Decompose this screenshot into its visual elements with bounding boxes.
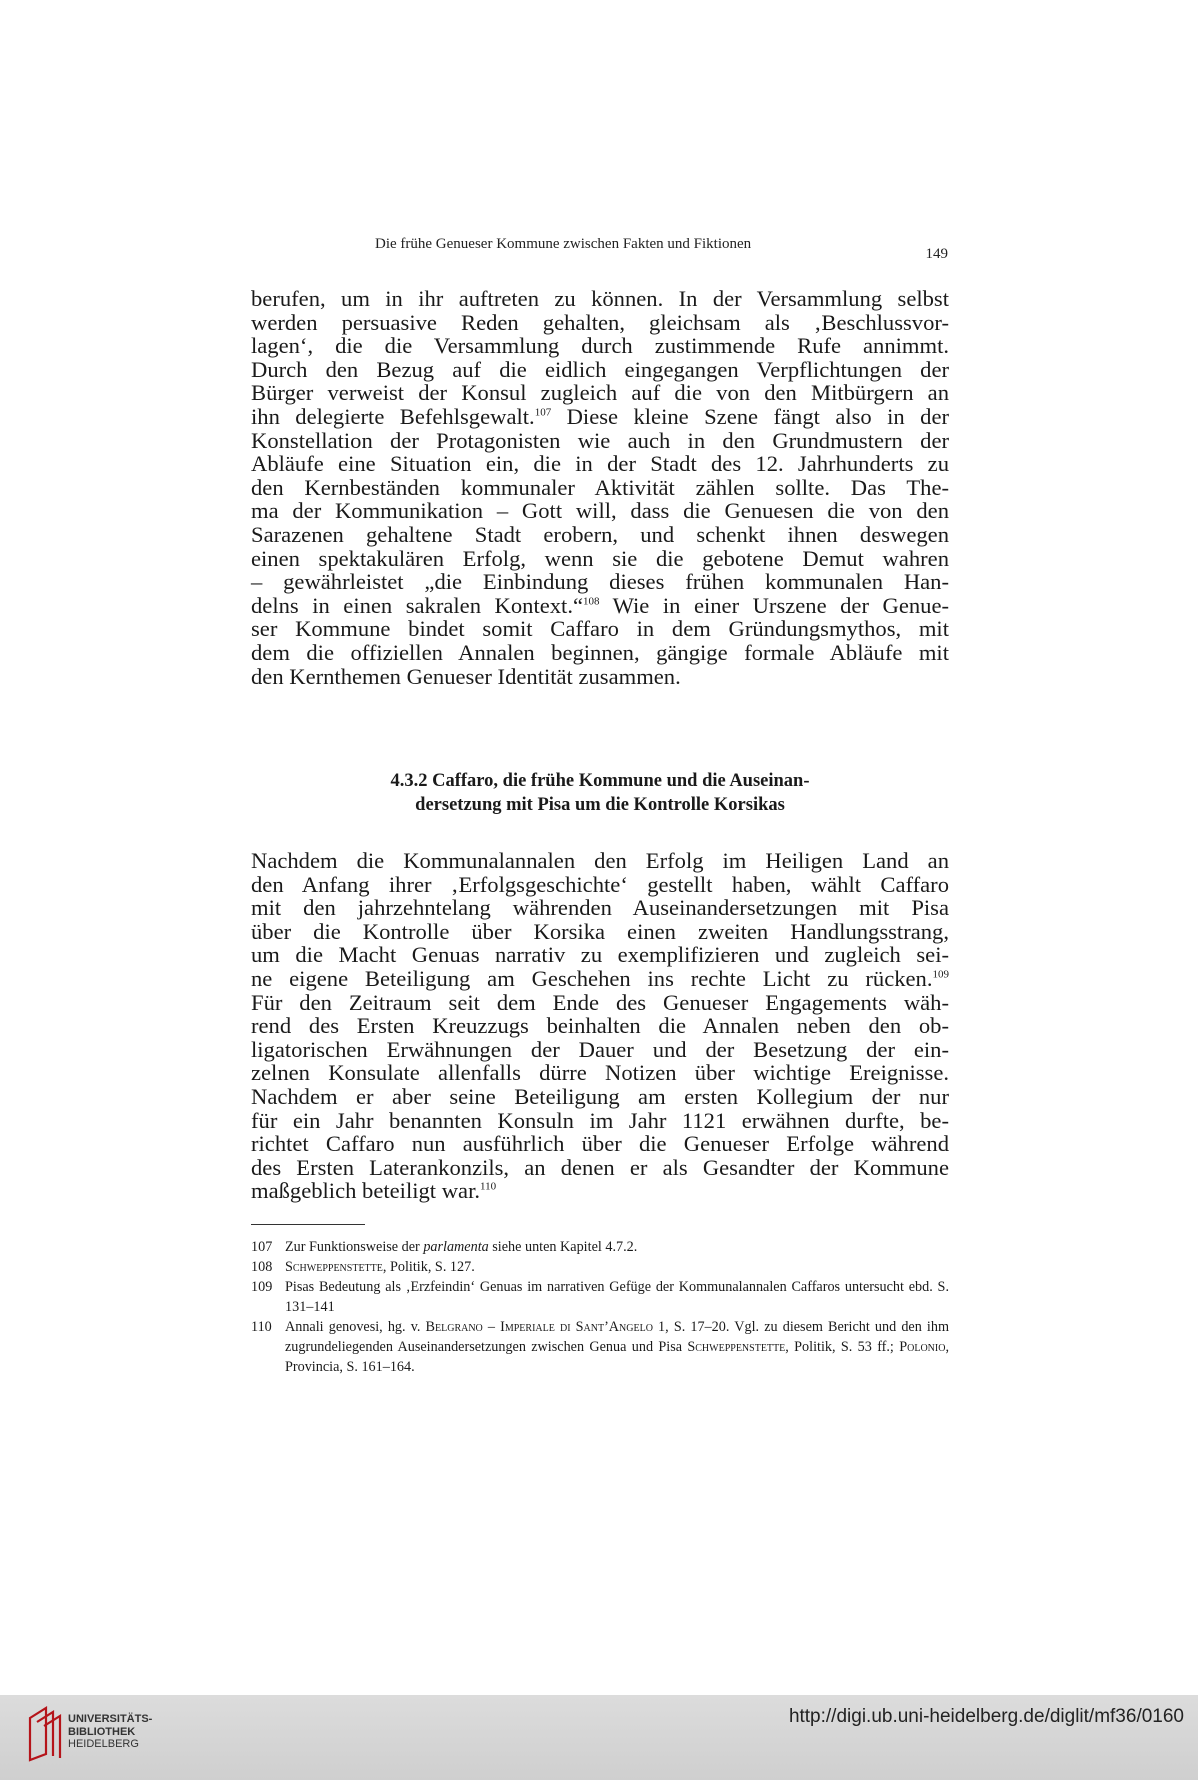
text-line: werden persuasive Reden gehalten, gleichsam als ‚Beschlussvor- bbox=[251, 309, 949, 335]
text-line: dem die offiziellen Annalen beginnen, gängige formale Abläufe mit bbox=[251, 639, 949, 665]
footnotes bbox=[251, 1237, 949, 1377]
section-heading bbox=[251, 769, 949, 817]
footnote-number: 108 bbox=[251, 1259, 273, 1275]
footnote-108: 108 Schweppenstette, Politik, S. 127. bbox=[251, 1259, 475, 1275]
text-line: Bürger verweist der Konsul zugleich auf die von den Mitbürgern an bbox=[251, 380, 949, 406]
text-line: mit den jahrzehntelang währenden Auseinandersetzungen mit Pisa bbox=[251, 895, 949, 921]
footnote-ref-108[interactable]: 108 bbox=[583, 595, 600, 608]
text-line: um die Macht Genuas narrativ zu exemplifizieren und zugleich sei- bbox=[251, 942, 949, 968]
text-line: Nachdem die Kommunalannalen den Erfolg im Heiligen Land an bbox=[251, 848, 949, 873]
text-line: maßgeblich beteiligt war.$^{110}$ bbox=[251, 1178, 497, 1204]
text-line: für ein Jahr benannten Konsuln im Jahr 1121 erwähnen durfte, be- bbox=[251, 1107, 949, 1133]
text-line: Sarazenen gehaltene Stadt erobern, und schenkt ihnen deswegen bbox=[251, 521, 949, 547]
text-line: zelnen Konsulate allenfalls dürre Notizen über wichtige Ereignisse. bbox=[251, 1060, 949, 1086]
text-line: den Anfang ihrer ‚Erfolgsgeschichte‘ gestellt haben, wählt Caffaro bbox=[251, 871, 949, 897]
text-line: Nachdem er aber seine Beteiligung am ersten Kollegium der nur bbox=[251, 1083, 949, 1109]
footnote-ref-107[interactable]: 107 bbox=[534, 406, 552, 419]
text-line: über die Kontrolle über Korsika einen zweiten Handlungsstrang, bbox=[251, 918, 949, 944]
library-logo-icon bbox=[26, 1704, 66, 1762]
text-line: – gewährleistet „die Einbindung dieses frühen kommunalen Han- bbox=[251, 569, 949, 595]
text-line: rend des Ersten Kreuzzugs beinhalten die Annalen neben den ob- bbox=[251, 1013, 949, 1039]
body-paragraph-2 bbox=[251, 849, 949, 1203]
footnote-ref-110[interactable]: 110 bbox=[480, 1180, 497, 1193]
text-line: Abläufe eine Situation ein, die in der Stadt des 12. Jahrhunderts zu bbox=[251, 451, 949, 477]
section-heading-line: 4.3.2 Caffaro, die frühe Kommune und die Auseinan- bbox=[390, 771, 810, 791]
library-name[interactable]: UNIVERSITÄTS- BIBLIOTHEK HEIDELBERG bbox=[68, 1713, 153, 1750]
footnote-number: 107 bbox=[251, 1239, 273, 1255]
footnote-divider bbox=[251, 1224, 365, 1225]
text-line: ser Kommune bindet somit Caffaro in dem Gründungsmythos, mit bbox=[251, 616, 949, 642]
section-heading-line: dersetzung mit Pisa um die Kontrolle Korsikas bbox=[415, 795, 785, 815]
text-line: einen spektakulären Erfolg, wenn sie die gebotene Demut wahren bbox=[251, 545, 949, 571]
text-line: Konstellation der Protagonisten wie auch in den Grundmustern der bbox=[251, 427, 949, 453]
text-line: ihn delegierte Befehlsgewalt.$^{107}$ Diese kleine Szene fängt also in der bbox=[251, 403, 950, 429]
running-title: Die frühe Genueser Kommune zwischen Fakten und Fiktionen bbox=[375, 236, 752, 252]
text-line: den Kernbeständen kommunaler Aktivität zählen sollte. Das The- bbox=[251, 474, 949, 500]
text-line: ma der Kommunikation – Gott will, dass die Genuesen die von den bbox=[251, 498, 949, 524]
body-paragraph-1 bbox=[251, 287, 949, 688]
text-line: den Kernthemen Genueser Identität zusammen. bbox=[251, 663, 681, 689]
text-line: lagen‘, die die Versammlung durch zustimmende Rufe annimmt. bbox=[251, 333, 949, 359]
text-line: ligatorischen Erwähnungen der Dauer und der Besetzung der ein- bbox=[251, 1036, 949, 1062]
text-line: ne eigene Beteiligung am Geschehen ins rechte Licht zu rücken.$^{109}$ bbox=[251, 965, 949, 991]
footnote-number: 109 bbox=[251, 1279, 273, 1295]
footnote-109: 109 Pisas Bedeutung als ‚Erzfeindin‘ Genuas im narrativen Gefüge der Kommunalannalen Caffaros untersucht ebd. S. 131–141 bbox=[251, 1279, 949, 1315]
text-line: Für den Zeitraum seit dem Ende des Genueser Engagements wäh- bbox=[251, 989, 949, 1015]
document-url-link[interactable]: http://digi.ub.uni-heidelberg.de/diglit/mf36/0160 bbox=[788, 1706, 1184, 1727]
text-line: des Ersten Laterankonzils, an denen er als Gesandter der Kommune bbox=[251, 1154, 949, 1180]
footnote-ref-109[interactable]: 109 bbox=[932, 968, 949, 981]
page-number: 149 bbox=[925, 246, 948, 262]
footnote-110: 110 Annali genovesi, hg. v. Belgrano – Imperiale di Sant’Angelo 1, S. 17–20. Vgl. zu diesem Bericht und den ihm zugrundeliegenden Auseinandersetzungen zwischen Genua und Pisa Schweppenstette, Politik, S. 53 ff.; Polonio, Provincia, S. 161–164. bbox=[251, 1319, 949, 1375]
text-line: Durch den Bezug auf die eidlich eingegangen Verpflichtungen der bbox=[251, 356, 949, 382]
text-line: delns in einen sakralen Kontext.“$^{108}$ Wie in einer Urszene der Genue- bbox=[251, 592, 949, 618]
text-line: richtet Caffaro nun ausführlich über die Genueser Erfolge während bbox=[251, 1131, 949, 1157]
footnote-number: 110 bbox=[251, 1319, 272, 1335]
text-line: berufen, um in ihr auftreten zu können. In der Versammlung selbst bbox=[251, 286, 949, 311]
footnote-107: 107 Zur Funktionsweise der parlamenta siehe unten Kapitel 4.7.2. bbox=[251, 1239, 638, 1255]
